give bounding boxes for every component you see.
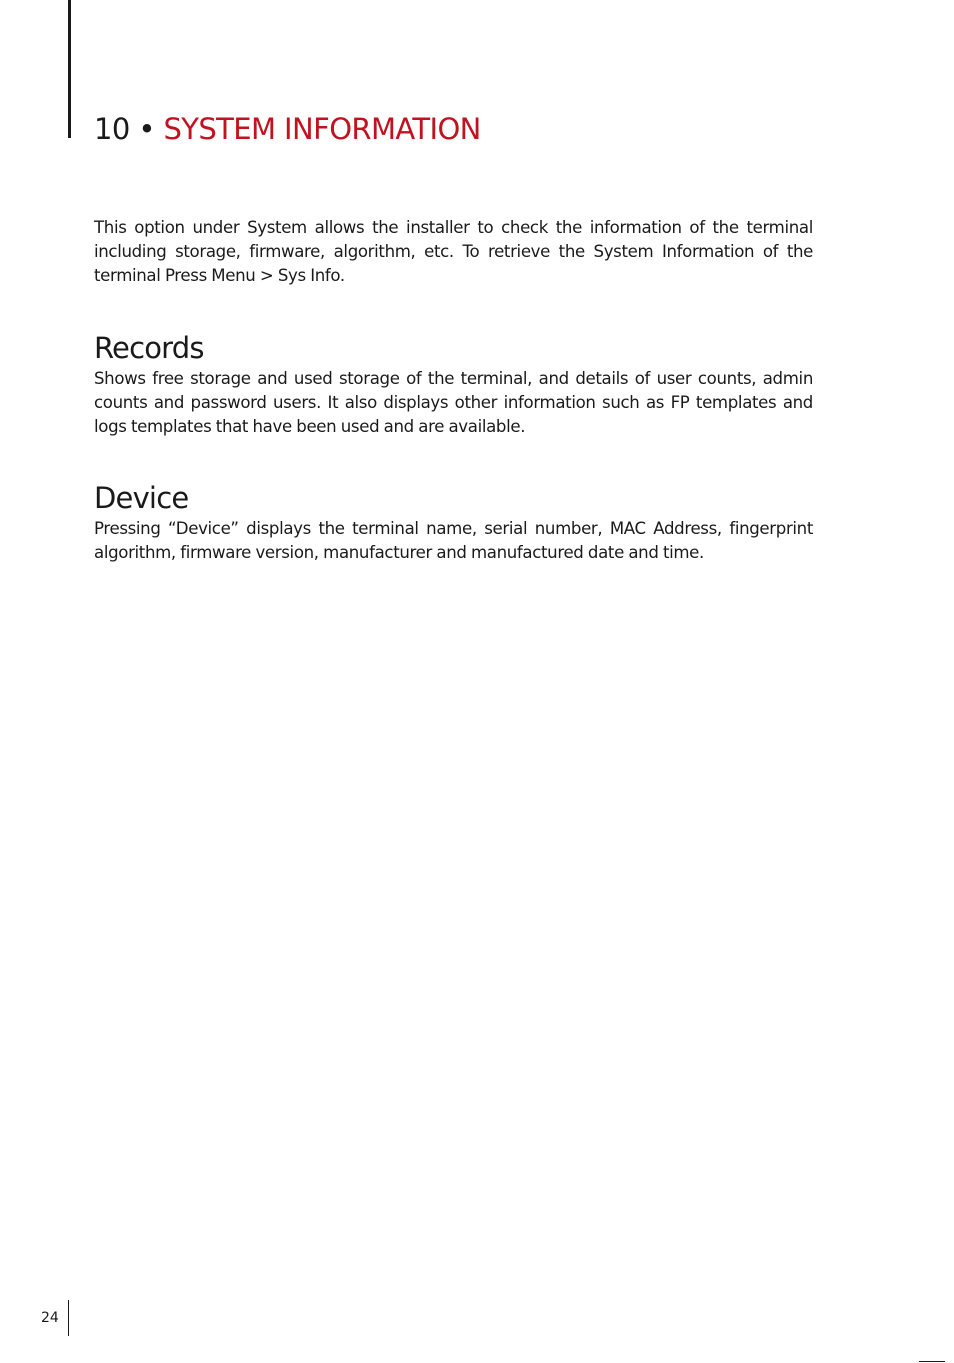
page-number: 24 [41,1310,59,1326]
device-heading: Device [94,481,189,515]
records-paragraph: Shows free storage and used storage of the terminal, and details of user counts, admin counts and password users. It also displays other information such as FP templates and logs templates that have been used and are available. [94,369,813,436]
chapter-heading [94,108,481,150]
main-content [94,216,813,565]
crop-mark [919,1361,945,1362]
intro-paragraph: This option under System allows the installer to check the information of the terminal including storage, firmware, algorithm, etc. To retrieve the System Information of the terminal Press Menu > Sys Info. [94,218,813,285]
records-heading: Records [94,331,204,365]
chapter-title: SYSTEM INFORMATION [163,112,481,146]
device-paragraph: Pressing “Device” displays the terminal name, serial number, MAC Address, fingerprint algorithm, firmware version, manufacturer and manufactured date and time. [94,519,813,562]
chapter-number: 10 • [94,112,164,146]
chapter-vertical-rule [68,0,71,138]
footer-vertical-rule [68,1300,69,1336]
